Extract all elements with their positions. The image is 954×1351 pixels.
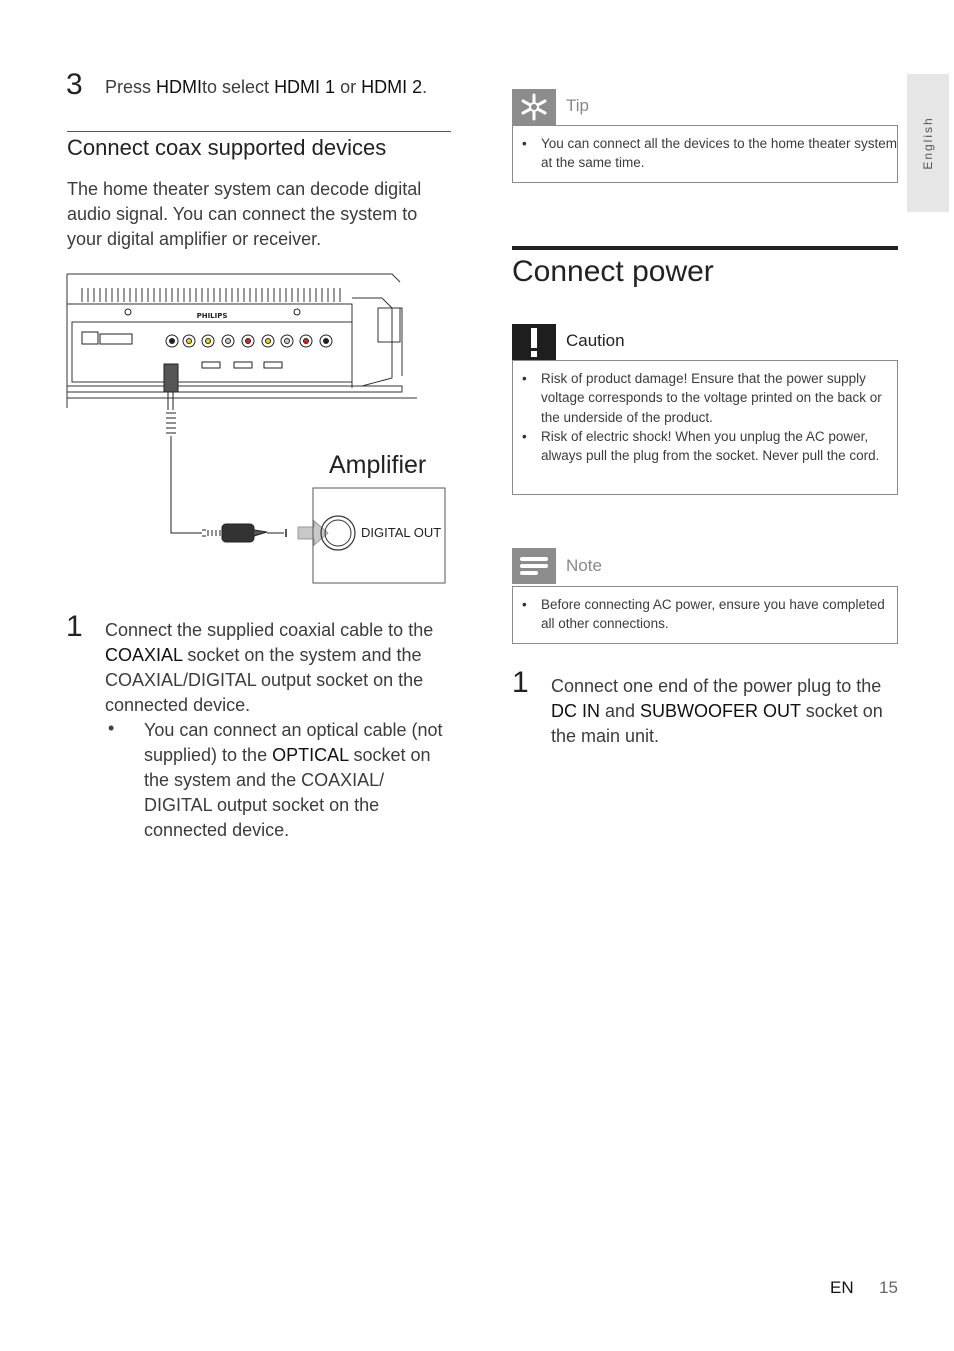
step-number: 3: [66, 68, 83, 101]
text-run: to select: [202, 77, 275, 97]
dc-in-key: DC IN: [551, 701, 600, 721]
text-run: You can connect an optical cable (not supplied) to the: [144, 720, 443, 765]
list-item: • You can connect all the devices to the home theater system at the same time.: [513, 134, 897, 173]
text-run: Connect one end of the power plug to the: [551, 676, 882, 696]
footer-language: EN: [830, 1278, 854, 1297]
text-run: Press: [105, 77, 157, 97]
hdmi-key: HDMI: [156, 77, 203, 97]
text-run: Connect the supplied coaxial cable to the: [105, 620, 434, 640]
brand-label: PHILIPS: [196, 312, 228, 320]
section-paragraph: The home theater system can decode digital audio signal. You can connect the system to your digital amplifier or receiver.: [67, 179, 422, 249]
step-number: 1: [66, 610, 83, 643]
section-heading: Connect coax supported devices: [67, 135, 387, 160]
tip-box: [512, 125, 898, 183]
tip-label: Tip: [566, 96, 589, 115]
step-1-subnote: [144, 718, 454, 843]
text-run: or: [335, 77, 362, 97]
section-rule: [512, 246, 898, 250]
language-tab: [907, 74, 949, 212]
optical-key: OPTICAL: [272, 745, 349, 765]
step-3-text: [105, 77, 427, 98]
text-run: socket on the main unit.: [551, 701, 883, 746]
coax-connection-diagram: [62, 268, 457, 593]
text-run: .: [422, 77, 428, 97]
tip-icon: [512, 89, 556, 125]
list-item: • Risk of electric shock! When you unplug the AC power, always pull the plug from the socket. Never pull the cord.: [513, 427, 897, 466]
coaxial-key: COAXIAL: [105, 645, 183, 665]
hdmi1-key: HDMI 1: [274, 77, 336, 97]
note-label: Note: [566, 556, 602, 575]
note-icon: [512, 548, 556, 584]
step-1-text: [105, 618, 450, 718]
digital-out-label: DIGITAL OUT: [361, 525, 442, 540]
amplifier-label: Amplifier: [329, 451, 427, 479]
language-tab-label: English: [921, 116, 935, 170]
step-number: 1: [512, 666, 529, 699]
bullet: •: [108, 718, 115, 738]
hdmi2-key: HDMI 2: [361, 77, 423, 97]
section-title: Connect power: [512, 255, 714, 288]
text-run: socket on the system and the COAXIAL/DIGITAL output socket on the connected device.: [105, 645, 424, 715]
text-run: socket on the system and the COAXIAL/ DIGITAL output socket on the connected device.: [144, 745, 431, 840]
text-run: and: [600, 701, 641, 721]
exclamation-icon: [512, 324, 556, 360]
caution-box: [512, 360, 898, 495]
list-item: • Before connecting AC power, ensure you have completed all other connections.: [513, 595, 897, 634]
subwoofer-out-key: SUBWOOFER OUT: [640, 701, 801, 721]
note-box: [512, 586, 898, 644]
section-divider: [67, 131, 451, 132]
power-step-text: [551, 674, 903, 749]
page-number: 15: [879, 1278, 898, 1297]
caution-label: Caution: [566, 331, 625, 350]
list-item: • Risk of product damage! Ensure that the power supply voltage corresponds to the voltage printed on the back or the underside of the product.: [513, 369, 897, 427]
